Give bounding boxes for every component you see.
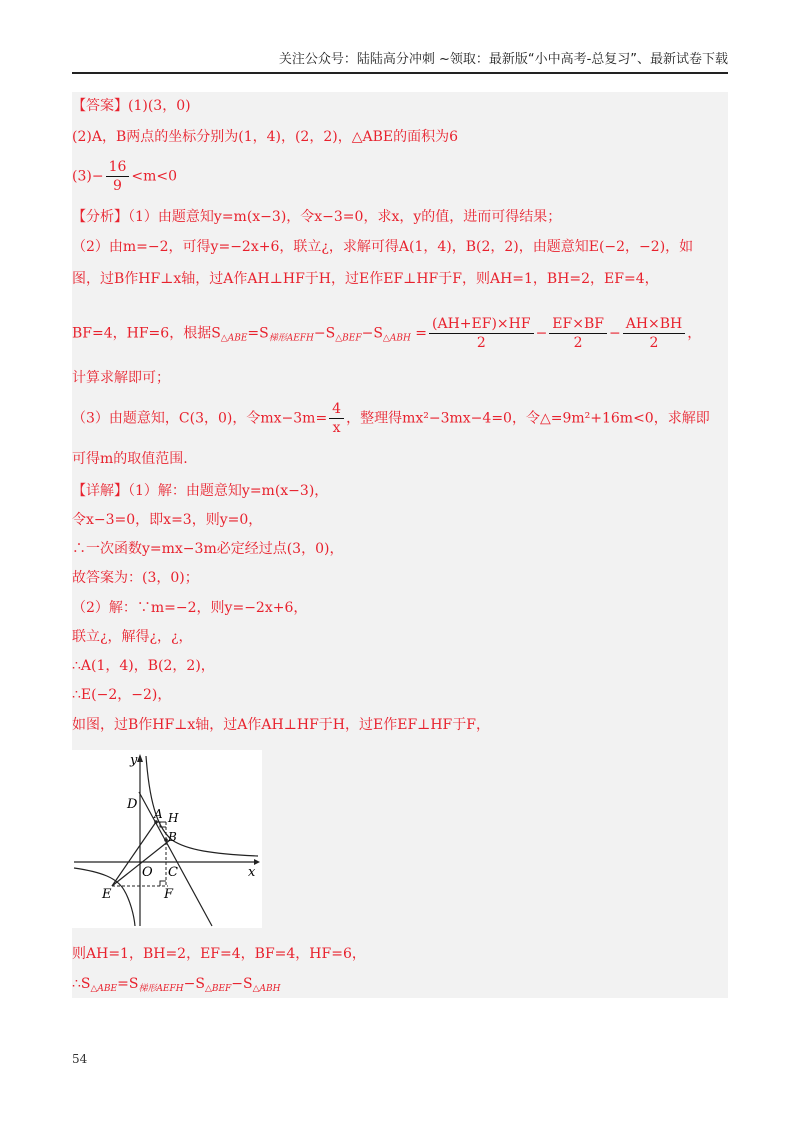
y-axis-arrow — [137, 754, 143, 762]
detail-line-5: （2）解：∵m=−2，则y=−2x+6， — [72, 600, 308, 616]
label-D: D — [127, 797, 138, 812]
detail-line-10: 则AH=1，BH=2，EF=4，BF=4，HF=6， — [72, 946, 366, 962]
detail-line-8: ∴E(−2，−2)， — [72, 687, 172, 703]
label-H: H — [168, 811, 179, 825]
analysis-fraction: $\frac{4}{x}$ — [329, 400, 344, 437]
detail-line-4: 故答案为：(3，0)； — [72, 570, 199, 586]
analysis-line-5: 计算求解即可； — [72, 370, 170, 386]
label-y: y — [130, 753, 138, 768]
answer-part-2: (2)A，B两点的坐标分别为(1，4)，(2，2)，△ABE的面积为6 — [72, 129, 458, 145]
answer-line-1 — [72, 96, 728, 116]
area-fraction-1: $\frac{(AH+EF)\times HF}{2}$ — [429, 315, 534, 352]
answer-tag: 【答案】 — [72, 98, 128, 114]
answer-part-3: (3)− $\frac{16}{9}$ <m<0 — [72, 159, 178, 194]
right-angle-F — [160, 881, 166, 886]
detail-line-7: ∴A(1，4)，B(2，2)， — [72, 658, 215, 674]
detail-line-3: ∴一次函数y=mx−3m必定经过点(3，0)， — [72, 541, 344, 557]
analysis-line-7: 可得m的取值范围. — [72, 451, 188, 467]
page-header: 关注公众号：陆陆高分冲刺 ~领取：最新版“小中高考-总复习”、最新试卷下载 — [72, 50, 728, 74]
answer-fraction: $\frac{16}{9}$ — [106, 158, 130, 195]
detail-tag: 【详解】 — [72, 483, 128, 499]
label-E: E — [102, 887, 112, 902]
label-C: C — [168, 865, 178, 880]
label-B: B — [168, 830, 177, 844]
detail-line-11: $\therefore S_{\triangle ABE}=S_{梯形AEFH}-S_{\triangle BEF}-S_{\triangle ABH}$ — [72, 976, 281, 994]
detail-line-2: 令x−3=0，即x=3，则y=0， — [72, 512, 263, 528]
detail-line-6: 联立¿，解得¿，¿， — [72, 629, 193, 645]
analysis-tag: 【分析】 — [72, 209, 128, 225]
analysis-line-3: 图，过B作HF⊥x轴，过A作AH⊥HF于H，过E作EF⊥HF于F，则AH=1，BH=2，EF=4， — [72, 271, 659, 287]
detail-line-1: 【详解】（1）解：由题意知y=m(x−3)， — [72, 483, 329, 499]
area-fraction-2: $\frac{EF\times BF}{2}$ — [549, 315, 607, 352]
answer-part-1: (1)(3，0) — [128, 98, 191, 114]
figure-svg — [72, 750, 262, 928]
detail-line-9: 如图，过B作HF⊥x轴，过A作AH⊥HF于H，过E作EF⊥HF于F， — [72, 717, 490, 733]
page-number: 54 — [72, 1052, 88, 1066]
analysis-line-6: （3）由题意知，C(3，0)，令mx−3m= $\frac{4}{x}$ ，整理得mx²−3mx−4=0，令△=9m²+16m<0，求解即 — [72, 401, 710, 436]
label-A: A — [154, 807, 163, 821]
analysis-line-4: BF=4，HF=6，根据$S_{\triangle ABE}=S_{梯形AEFH}-S_{\triangle BEF}-S_{\triangle ABH}$ = $\frac{(AH+EF)\times HF}{2}$ − $\frac{EF\times BF}{2}$ − $\frac{AH\times BH}{2}$ ， — [72, 316, 702, 351]
label-x: x — [248, 865, 256, 880]
area-fraction-3: $\frac{AH\times BH}{2}$ — [623, 315, 686, 352]
hyperbola-branch-right — [146, 756, 258, 856]
coordinate-figure — [72, 750, 262, 928]
label-O: O — [142, 865, 153, 880]
analysis-line-1: 【分析】（1）由题意知y=m(x−3)，令x−3=0，求x，y的值，进而可得结果； — [72, 209, 562, 225]
line-EB — [112, 840, 170, 886]
analysis-line-2: （2）由m=−2，可得y=−2x+6，联立¿，求解可得A(1，4)，B(2，2)，由题意知E(−2，−2)，如 — [72, 239, 694, 255]
label-F: F — [164, 887, 174, 902]
